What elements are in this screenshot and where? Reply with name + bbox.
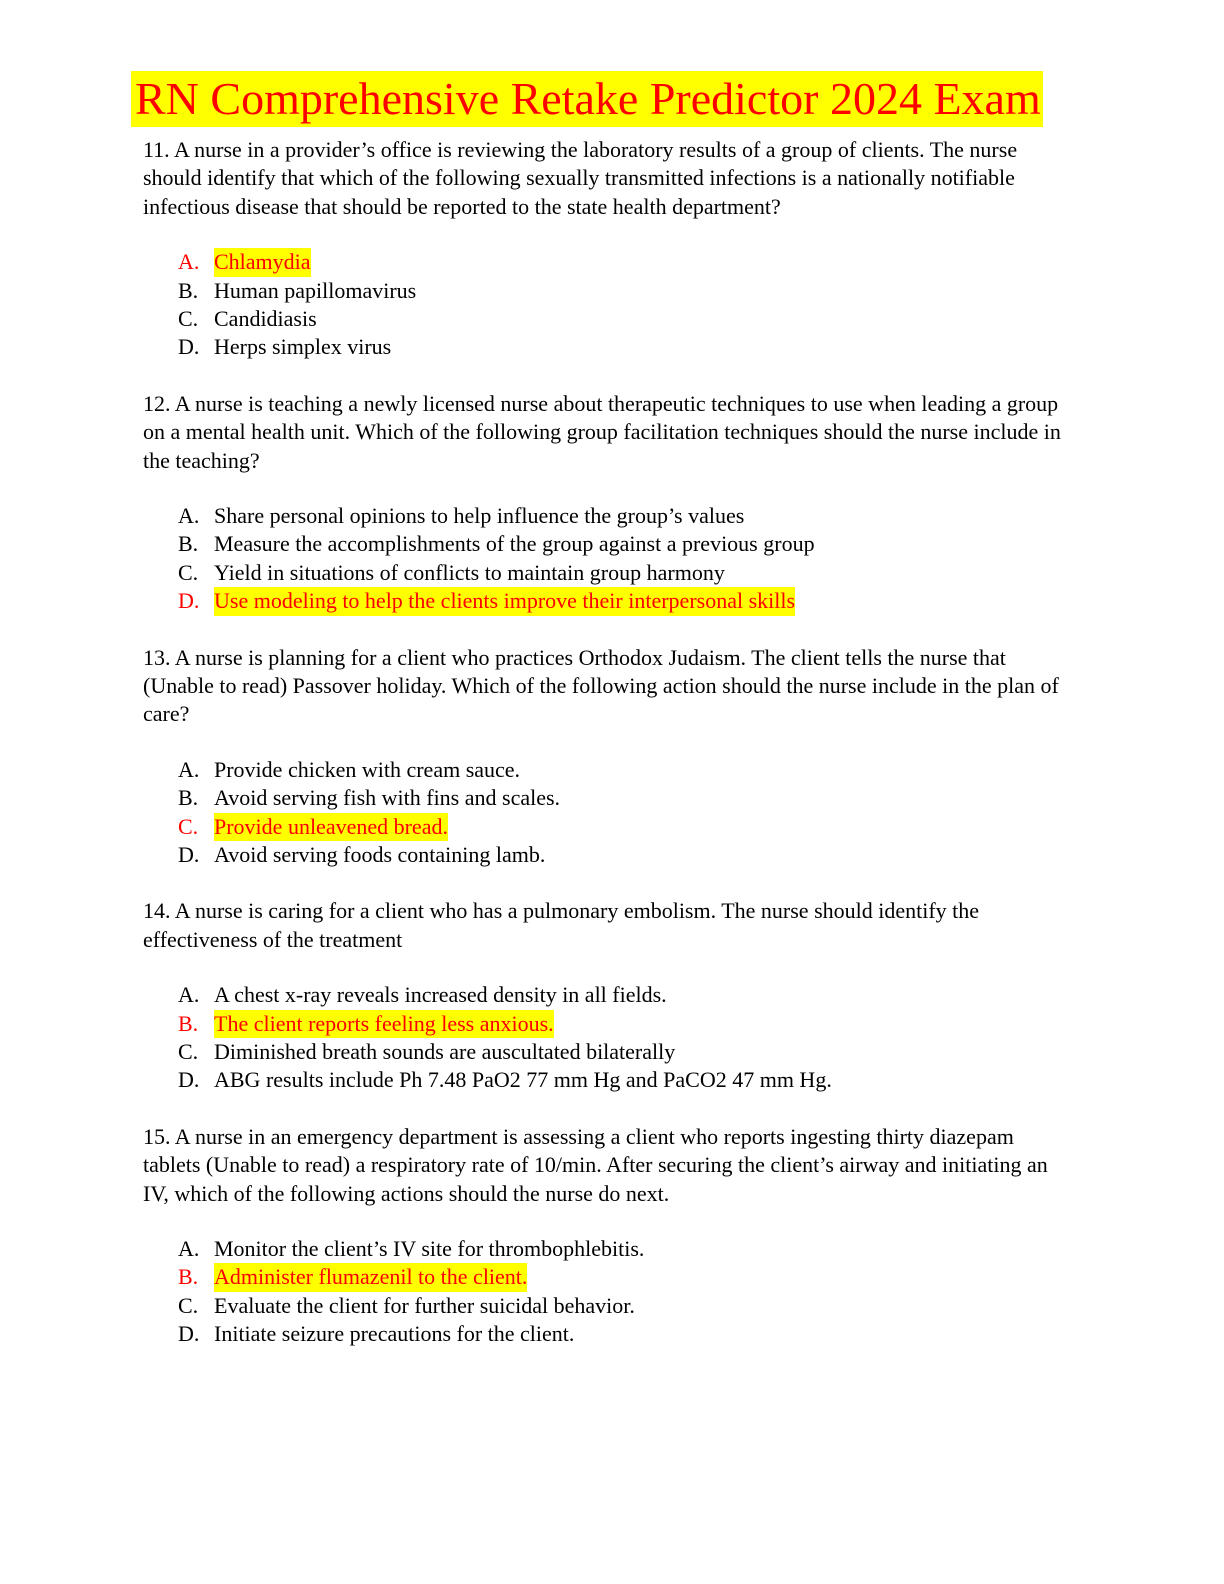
answer-options bbox=[143, 248, 1073, 362]
option-text: A chest x-ray reveals increased density in all fields. bbox=[214, 982, 667, 1008]
option-letter: B. bbox=[178, 1264, 199, 1290]
answer-option-c bbox=[143, 1038, 1073, 1066]
answer-option-d bbox=[143, 333, 1073, 361]
option-text: ABG results include Ph 7.48 PaO2 77 mm Hg and PaCO2 47 mm Hg. bbox=[214, 1067, 832, 1093]
option-letter: B. bbox=[178, 785, 199, 811]
option-letter: C. bbox=[178, 1038, 199, 1064]
option-letter: A. bbox=[178, 982, 200, 1008]
answer-options bbox=[143, 756, 1073, 870]
option-text: Share personal opinions to help influence the group’s values bbox=[214, 503, 745, 528]
answer-option-b bbox=[143, 784, 1073, 812]
answer-option-d bbox=[143, 841, 1073, 869]
answer-option-a bbox=[143, 1235, 1073, 1263]
option-text: Measure the accomplishments of the group against a previous group bbox=[214, 531, 815, 557]
question-stem: 14. A nurse is caring for a client who has a pulmonary embolism. The nurse should identify the effectiveness of the treatment bbox=[143, 898, 980, 952]
question-11 bbox=[143, 136, 1073, 362]
option-letter: C. bbox=[178, 559, 199, 585]
answer-option-a bbox=[143, 981, 1073, 1009]
question-stem: 15. A nurse in an emergency department is assessing a client who reports ingesting thirty diazepam tablets (Unable to read) a respiratory rate of 10/min. After securing the client’s airway and initiating an IV, which of the following actions should the nurse do next. bbox=[143, 1123, 1048, 1206]
option-letter: D. bbox=[178, 1321, 200, 1347]
option-text: Candidiasis bbox=[214, 306, 317, 331]
option-letter: C. bbox=[178, 813, 199, 839]
option-text: Chlamydia bbox=[214, 248, 311, 276]
option-letter: A. bbox=[178, 503, 200, 528]
answer-option-b bbox=[143, 277, 1073, 305]
option-letter: D. bbox=[178, 1067, 200, 1093]
option-letter: A. bbox=[178, 756, 200, 782]
option-text: Avoid serving foods containing lamb. bbox=[214, 841, 546, 867]
question-15 bbox=[143, 1123, 1073, 1349]
question-stem: 13. A nurse is planning for a client who practices Orthodox Judaism. The client tells the nurse that (Unable to read) Passover holiday. Which of the following action should the nurse include in the plan of care? bbox=[143, 644, 1059, 727]
answer-options bbox=[143, 1235, 1073, 1349]
answer-options bbox=[143, 981, 1073, 1095]
option-text: Use modeling to help the clients improve their interpersonal skills bbox=[214, 587, 795, 615]
answer-option-b bbox=[143, 1263, 1073, 1291]
answer-option-d bbox=[143, 1320, 1073, 1348]
option-letter: B. bbox=[178, 531, 199, 557]
answer-option-a bbox=[143, 756, 1073, 784]
answer-option-c bbox=[143, 813, 1073, 841]
answer-option-c bbox=[143, 305, 1073, 333]
answer-option-c bbox=[143, 559, 1073, 587]
option-text: Evaluate the client for further suicidal behavior. bbox=[214, 1292, 635, 1318]
option-text: Diminished breath sounds are auscultated bilaterally bbox=[214, 1038, 676, 1064]
option-text: The client reports feeling less anxious. bbox=[214, 1010, 554, 1038]
option-letter: D. bbox=[178, 334, 200, 360]
option-text: Provide chicken with cream sauce. bbox=[214, 756, 521, 782]
answer-option-b bbox=[143, 530, 1073, 558]
option-letter: D. bbox=[178, 841, 200, 867]
option-text: Initiate seizure precautions for the client. bbox=[214, 1321, 575, 1347]
option-text: Human papillomavirus bbox=[214, 277, 417, 303]
answer-option-a bbox=[143, 248, 1073, 276]
title-banner bbox=[131, 71, 1071, 127]
question-12 bbox=[143, 390, 1073, 616]
answer-option-b bbox=[143, 1010, 1073, 1038]
answer-option-c bbox=[143, 1292, 1073, 1320]
question-14 bbox=[143, 897, 1073, 1094]
answer-options bbox=[143, 502, 1073, 616]
option-letter: B. bbox=[178, 277, 199, 303]
option-letter: D. bbox=[178, 588, 200, 614]
answer-option-a bbox=[143, 502, 1073, 530]
option-letter: C. bbox=[178, 306, 199, 331]
option-letter: A. bbox=[178, 249, 200, 275]
document-title: RN Comprehensive Retake Predictor 2024 Exam bbox=[131, 71, 1043, 127]
option-text: Administer flumazenil to the client. bbox=[214, 1263, 527, 1291]
question-list bbox=[143, 136, 1073, 1349]
option-text: Yield in situations of conflicts to maintain group harmony bbox=[214, 559, 725, 585]
option-letter: B. bbox=[178, 1010, 199, 1036]
option-text: Provide unleavened bread. bbox=[214, 813, 448, 841]
question-13 bbox=[143, 644, 1073, 870]
option-letter: A. bbox=[178, 1235, 200, 1261]
answer-option-d bbox=[143, 1066, 1073, 1094]
option-letter: C. bbox=[178, 1292, 199, 1318]
option-text: Herps simplex virus bbox=[214, 334, 392, 360]
question-stem: 12. A nurse is teaching a newly licensed nurse about therapeutic techniques to use when leading a group on a mental health unit. Which of the following group facilitation techniques should the nurse include in the teaching? bbox=[143, 390, 1061, 473]
option-text: Avoid serving fish with fins and scales. bbox=[214, 785, 561, 811]
option-text: Monitor the client’s IV site for thrombophlebitis. bbox=[214, 1235, 645, 1261]
answer-option-d bbox=[143, 587, 1073, 615]
question-stem: 11. A nurse in a provider’s office is reviewing the laboratory results of a group of clients. The nurse should identify that which of the following sexually transmitted infections is a nationally notifiable infectious disease that should be reported to the state health department? bbox=[143, 137, 1018, 219]
